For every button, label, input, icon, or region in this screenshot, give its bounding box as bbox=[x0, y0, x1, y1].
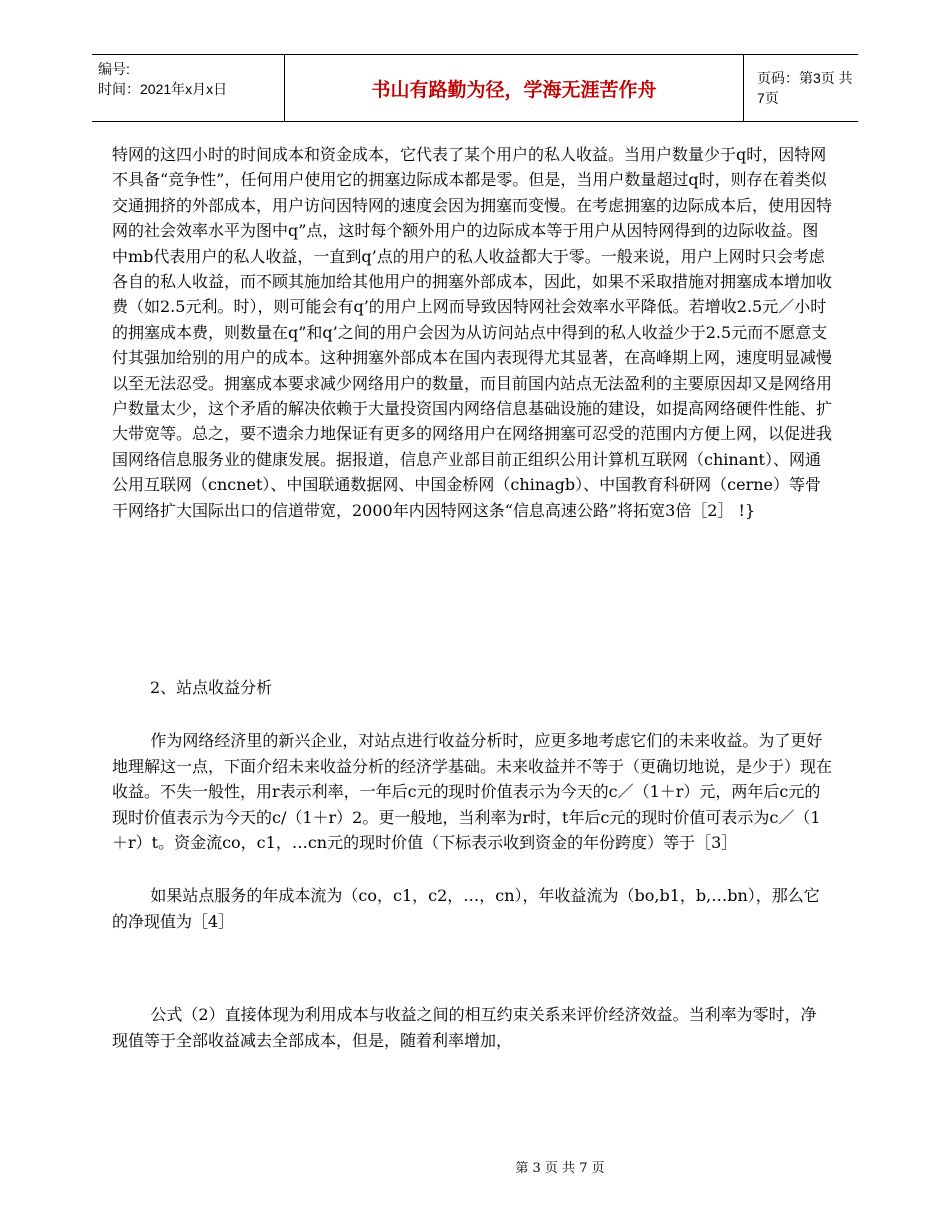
serial-number-label: 编号: bbox=[98, 61, 130, 77]
section-heading: 2、站点收益分析 bbox=[150, 678, 273, 697]
paragraph-analysis: 作为网络经济里的新兴企业，对站点进行收益分析时，应更多地考虑它们的未来收益。为了更好地理解这一点，下面介绍未来收益分析的经济学基础。未来收益并不等于（更确切地说，是少于）现在收益。不失一般性，用r表示利率，一年后c元的现时价值表示为今天的c／（1＋r）元，两年后c元的现时价值表示为今天的c/（1＋r）2。更一般地，当利率为r时，t年后c元的现时价值可表示为c／（1＋r）t。资金流co，c1，…cn元的现时价值（下标表示收到资金的年份跨度）等于［3］ bbox=[112, 731, 833, 853]
date-label: 时间：2021年x月x日 bbox=[98, 81, 228, 97]
header-motto: 书山有路勤为径，学海无涯苦作舟 bbox=[284, 55, 744, 121]
paragraph-formula: 公式（2）直接体现为利用成本与收益之间的相互约束关系来评价经济效益。当利率为零时，净现值等于全部收益减去全部成本，但是，随着利率增加， bbox=[112, 1005, 817, 1050]
page-footer: 第 3 页 共 7 页 bbox=[515, 1161, 605, 1176]
page-header bbox=[92, 54, 858, 122]
document-body bbox=[112, 142, 832, 1053]
paragraph-cost-flow: 如果站点服务的年成本流为（co，c1，c2，…，cn），年收益流为（bo,b1，b,…bn），那么它的净现值为［4］ bbox=[112, 886, 820, 931]
header-meta bbox=[92, 55, 284, 121]
paragraph-intro: 特网的这四小时的时间成本和资金成本，它代表了某个用户的私人收益。当用户数量少于q时，因特网不具备“竞争性”，任何用户使用它的拥塞边际成本都是零。但是，当用户数量超过q时，则存在着类似交通拥挤的外部成本，用户访问因特网的速度会因为拥塞而变慢。在考虑拥塞的边际成本后，使用因特网的社会效率水平为图中q”点，这时每个额外用户的边际成本等于用户从因特网得到的边际收益。图中mb代表用户的私人收益，一直到q’点的用户的私人收益都大于零。一般来说，用户上网时只会考虑各自的私人收益，而不顾其施加给其他用户的拥塞外部成本，因此，如果不采取措施对拥塞成本增加收费（如2.5元利。时），则可能会有q’的用户上网而导致因特网社会效率水平降低。若增收2.5元／小时的拥塞成本费，则数量在q”和q’之间的用户会因为从访问站点中得到的私人收益少于2.5元而不愿意支付其强加给别的用户的成本。这种拥塞外部成本在国内表现得尤其显著，在高峰期上网，速度明显减慢以至无法忍受。拥塞成本要求减少网络用户的数量，而目前国内站点无法盈利的主要原因却又是网络用户数量太少，这个矛盾的解决依赖于大量投资国内网络信息基础设施的建设，如提高网络硬件性能、扩大带宽等。总之，要不遗余力地保证有更多的网络用户在网络拥塞可忍受的范围内方便上网，以促进我国网络信息服务业的健康发展。据报道，信息产业部目前正组织公用计算机互联网（chinant）、网通公用互联网（cncnet）、中国联通数据网、中国金桥网（chinagb）、中国教育科研网（cerne）等骨干网络扩大国际出口的信道带宽，2000年内因特网这条“信息高速公路”将拓宽3倍［2］ !} bbox=[112, 145, 833, 520]
header-page-number: 页码：第3页 共7页 bbox=[757, 70, 853, 106]
